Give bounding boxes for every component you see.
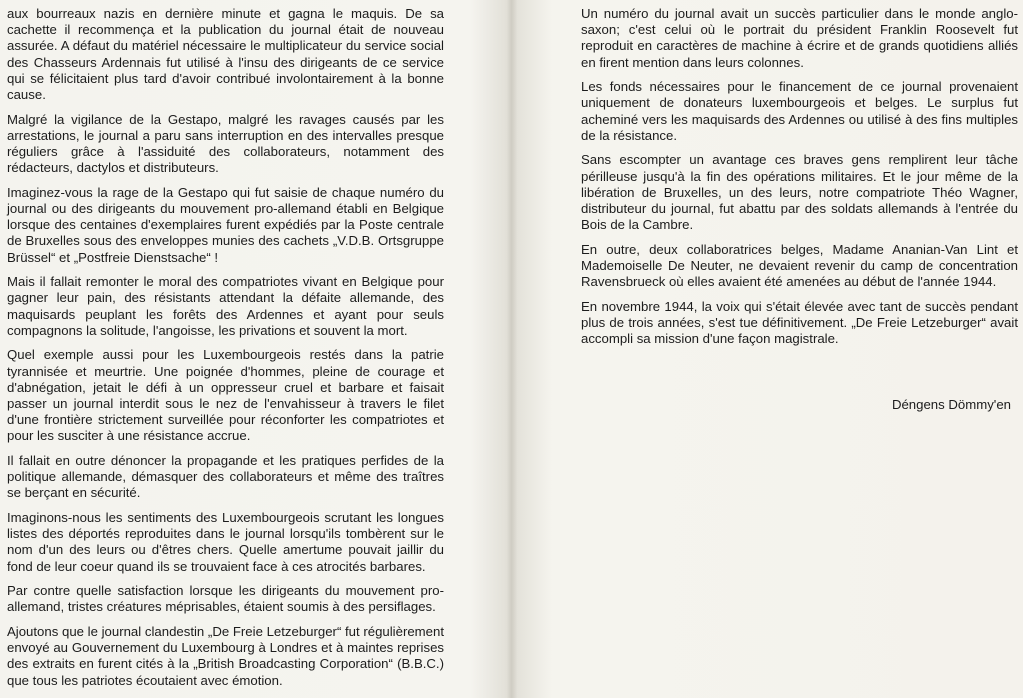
left-paragraph-8: Par contre quelle satisfaction lorsque les dirigeants du mouvement pro-allemand, tristes créatures méprisables, étaient soumis à des persiflages.: [7, 583, 444, 615]
left-page: [0, 0, 508, 698]
left-paragraph-9: Ajoutons que le journal clandestin „De Freie Letzeburger“ fut régulièrement envoyé au Gouvernement du Luxembourg à Londres et à maintes reprises des extraits en furent cités à la „British Broadcasting Corporation“ (B.B.C.) que tous les patriotes écoutaient avec émotion.: [7, 624, 444, 688]
left-paragraph-4: Mais il fallait remonter le moral des compatriotes vivant en Belgique pour gagner leur pain, des résistants attendant la défaite allemande, des maquisards peuplant les forêts des Ardennes et ayant pour seuls compagnons la solitude, l'angoisse, les privations et souvent la mort.: [7, 274, 444, 338]
left-paragraph-2: Malgré la vigilance de la Gestapo, malgré les ravages causés par les arrestations, le journal a paru sans interruption en des intervalles presque réguliers grâce à l'assiduité des collaborateurs, notamment des rédacteurs, dactylos et distributeurs.: [7, 111, 444, 176]
right-page-text-column: [581, 6, 1018, 356]
left-paragraph-3: Imaginez-vous la rage de la Gestapo qui fut saisie de chaque numéro du journal ou des dirigeants du mouvement pro-allemand établi en Belgique lorsque des centaines d'exemplaires furent expédiés par la Poste centrale de Bruxelles sous des enveloppes munies des cachets „V.D.B. Ortsgruppe Brüssel“ et „Postfreie Dienstsache“ !: [7, 184, 444, 265]
left-paragraph-5: Quel exemple aussi pour les Luxembourgeois restés dans la patrie tyrannisée et meurtrie. Une poignée d'hommes, pleine de courage et d'abnégation, jetait le défi à un oppresseur cruel et barbare et faisait passer un journal interdit sous le nez de l'envahisseur à travers le filet d'une frontière strictement surveillée pour réconforter les compatriotes et pour les susciter à une résistance accrue.: [7, 347, 444, 444]
left-paragraph-6: Il fallait en outre dénoncer la propagande et les pratiques perfides de la politique allemande, démasquer des collaborateurs et même des traîtres se berçant en sécurité.: [7, 453, 444, 501]
right-paragraph-5: En novembre 1944, la voix qui s'était élevée avec tant de succès pendant plus de trois années, s'est tue définitivement. „De Freie Letzeburger“ avait accompli sa mission d'une façon magistrale.: [581, 298, 1018, 347]
right-paragraph-3: Sans escompter un avantage ces braves gens remplirent leur tâche périlleuse jusqu'à la fin des opérations militaires. Et le jour même de la libération de Bruxelles, un des leurs, notre compatriote Théo Wagner, distributeur du journal, fut abattu par des soldats allemands à l'entrée du Bois de la Cambre.: [581, 152, 1018, 233]
author-signature: Déngens Dömmy'en: [891, 397, 1011, 412]
right-paragraph-1: Un numéro du journal avait un succès particulier dans le monde anglo-saxon; c'est celui où le portrait du président Franklin Roosevelt fut reproduit en caractères de machine à écrire et de grands quotidiens alliés en firent mention dans leurs colonnes.: [581, 6, 1018, 70]
left-paragraph-1: aux bourreaux nazis en dernière minute et gagna le maquis. De sa cachette il recommença et la publication du journal était de nouveau assurée. A défaut du matériel nécessaire le multiplicateur du service social des Chasseurs Ardennais fut utilisé à l'insu des dirigeants de ce service qui se félicitaient plus tard d'avoir contribué involontairement à la bonne cause.: [7, 6, 444, 103]
left-page-text-column: [7, 6, 444, 697]
right-paragraph-4: En outre, deux collaboratrices belges, Madame Ananian-Van Lint et Mademoiselle De Neuter, ne devaient revenir du camp de concentration Ravensbrueck où elles avaient été amenées au début de l'année 1944.: [581, 241, 1018, 290]
left-paragraph-7: Imaginons-nous les sentiments des Luxembourgeois scrutant les longues listes des déportés reproduites dans le journal lorsqu'ils tombèrent sur le nom d'un des leurs ou d'êtres chers. Quelle amertume pouvait jaillir du fond de leur coeur quand ils se trouvaient face à ces atrocités barbares.: [7, 510, 444, 574]
right-page: [516, 0, 1023, 698]
right-paragraph-2: Les fonds nécessaires pour le financement de ce journal provenaient uniquement de donateurs luxembourgeois et belges. Le surplus fut acheminé vers les maquisards des Ardennes ou utilisé à des fins multiples de la résistance.: [581, 79, 1018, 143]
